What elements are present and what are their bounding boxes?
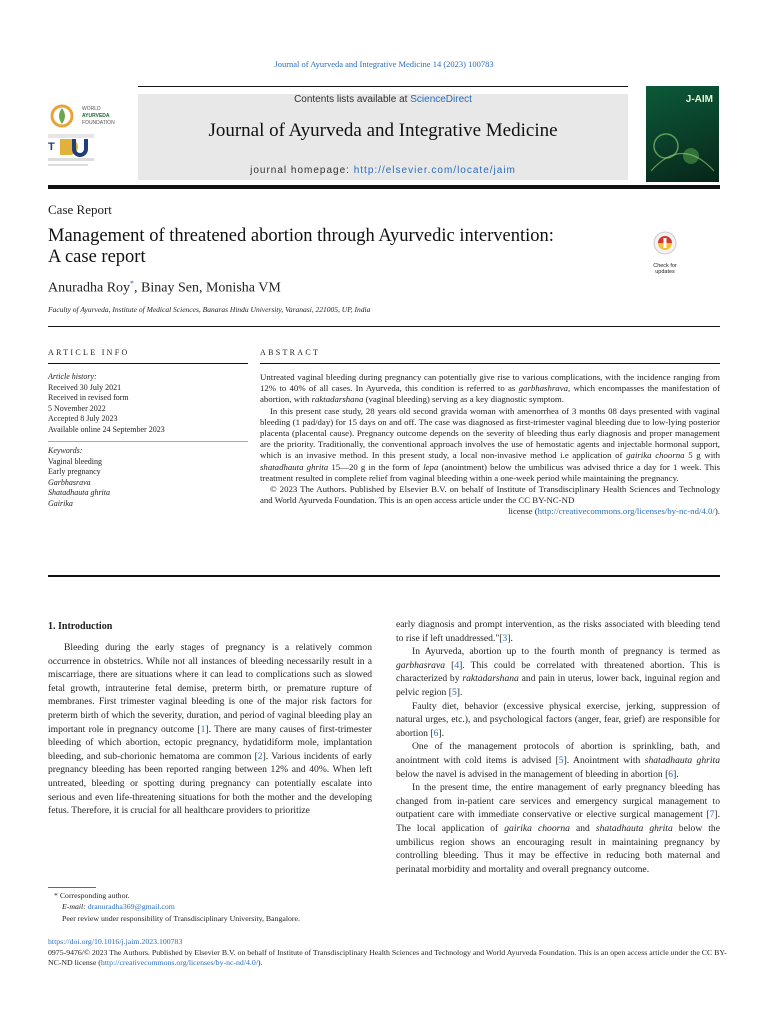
keyword: Shatadhauta ghrita	[48, 488, 111, 497]
keyword: Garbhasrava	[48, 477, 91, 487]
reference-link[interactable]: 5	[558, 754, 564, 766]
intro-right-column: early diagnosis and prompt intervention, as the risks associated with bleeding tend to rise if left unaddressed."[3]. In Ayurveda, abortion up to the fourth month of pregnancy is termed as garbhasrava [4]. This could be correlated with threatened abortion. This is characterized by raktadarshana and pain in uterus, lower back, inguinal region and pelvic region [5]. Faulty diet, behavior (excessive physical exercise, jerking, suppression of natural urges, etc.), and psychological factors (anger, fear, grief) are responsible for abortion [6]. One of the management protocols of abortion is sprinkling, bath, and anointment with cold items is advised [5]. Anointment with shatadhauta ghrita below the navel is advised in the management of bleeding in abortion [6]. In the present time, the entire management of early pregnancy bleeding has changed from in-patient care services and emergency surgical management to outpatient care with immediate conservative or elective surgical management [7]. The local application of gairika choorna and shatadhauta ghrita below the umbilicus region shows an encouraging result in maintaining pregnancy by controlling bleeding. Thus it may be effective in reducing both maternal and perinatal morbidity and mortality and overall pregnancy outcome.	[396, 619, 721, 875]
info-top-rule	[48, 326, 720, 327]
license-link[interactable]: http://creativecommons.org/licenses/by-nc-nd/4.0/	[537, 506, 715, 517]
abstract-bottom-rule	[48, 575, 720, 577]
keywords-divider	[48, 441, 248, 443]
peer-review-note: Peer review under responsibility of Transdisciplinary University, Bangalore.	[62, 914, 300, 923]
reference-link[interactable]: 5	[451, 686, 457, 698]
doi-link[interactable]: https://doi.org/10.1016/j.jaim.2023.100783	[48, 937, 183, 946]
publisher-logos	[48, 98, 128, 178]
reference-link[interactable]: 6	[668, 768, 674, 780]
journal-title: Journal of Ayurveda and Integrative Medicine	[208, 120, 558, 141]
article-title: Management of threatened abortion through Ayurvedic intervention: A case report	[48, 226, 554, 267]
journal-homepage: journal homepage: http://elsevier.com/locate/jaim	[250, 165, 516, 176]
svg-text:T: T	[48, 141, 55, 153]
journal-cover-image[interactable]	[646, 86, 719, 182]
header-bottom-rule	[48, 185, 720, 189]
article-info: Article history: Received 30 July 2021 Received in revised form 5 November 2022 Accepted 8 July 2023 Available online 24 September 2023 Keywords: Vaginal bleeding Early pregnancy Garbhasrava Shatadhauta ghrita Gairika	[48, 372, 248, 509]
intro-left-column: Bleeding during the early stages of pregnancy is a relatively common occurrence in obstetrics. While not all instances of bleeding necessarily result in a miscarriage, there are situations where it can lead to complications such as slowed fetal growth, intrauterine fetal demise, preterm birth, or premature rupture of membranes. First trimester vaginal bleeding is one of the major risk factors for preterm birth of which the severity, duration, and period of vaginal bleeding play an important role in pregnancy outcome [1]. There are many causes of first-trimester bleeding of which abortion, ectopic pregnancy, hydatidiform mole, implantation bleeding, and sub-chorionic hematoma are common [2]. Various incidents of early pregnancy bleeding has been reported ranging between 12% and 40%. When left untreated, bleeding or spotting during pregnancy can potentially escalate into serious and even life-threatening situations for both the mother and the developing fetus. Therefore, it is crucial for all healthcare providers to prioritize	[48, 642, 373, 817]
reference-link[interactable]: 6	[433, 727, 439, 739]
header-top-rule	[138, 86, 628, 87]
reference-link[interactable]: 3	[502, 632, 508, 644]
authors: Anuradha Roy*, Binay Sen, Monisha VM	[48, 279, 281, 296]
email-link[interactable]: dranuradha369@gmail.com	[87, 901, 175, 911]
sciencedirect-link[interactable]: ScienceDirect	[410, 94, 472, 105]
article-type: Case Report	[48, 202, 112, 217]
reference-link[interactable]: 7	[709, 809, 715, 821]
keyword: Vaginal bleeding	[48, 456, 102, 466]
reference-link[interactable]: 4	[454, 659, 460, 671]
cover-title: J-AIM	[685, 94, 713, 105]
footnote-rule	[48, 887, 96, 888]
corresponding-author-note: * Corresponding author.	[54, 891, 130, 900]
corresponding-mark[interactable]: *	[130, 279, 135, 288]
abstract-rule	[260, 363, 720, 364]
section-heading-introduction: 1. Introduction	[48, 621, 113, 632]
homepage-link[interactable]: http://elsevier.com/locate/jaim	[353, 165, 516, 176]
affiliation: Faculty of Ayurveda, Institute of Medical Sciences, Banaras Hindu University, Varanasi, 221005, UP, India	[48, 305, 371, 314]
footnotes: * Corresponding author. E-mail: dranuradha369@gmail.com Peer review under responsibility of Transdisciplinary University, Bangalore.	[48, 891, 388, 925]
article-info-rule	[48, 363, 248, 364]
check-updates-label: Check for updates	[653, 263, 677, 275]
keyword: Gairika	[48, 498, 73, 508]
keyword: Early pregnancy	[48, 467, 101, 476]
abstract-body: Untreated vaginal bleeding during pregnancy can potentially give rise to various complications, with the incidence ranging from 12% to 40% of all cases. In Ayurveda, this condition is referred to as garbhashrava, which encompasses the manifestation of abortion, with raktadarshana (vaginal bleeding) serving as a key diagnostic symptom. In this present case study, 28 years old second gravida woman with amenorrhea of 3 months 08 days presented with vaginal bleeding (1 pad/day) for 15 days on and off. The case was diagnosed as first-trimester vaginal bleeding due to low-lying posterior placenta (placental cause). Pregnancy outcome depends on the severity of bleeding thus early diagnosis and proper management are the priority. Traditionally, the conventional approach involves the use of hemostatic agents and injectable hormonal support, which is an invasive method. In this present study, a local non-invasive method i.e application of gairika choorna 5 g with shatadhauta ghrita 15—20 g in the form of lepa (anointment) below the umbilicus was advised thrice a day for 1 week. This treatment resulted in complete relief from vaginal bleeding within a one-week period while maintaining the pregnancy. © 2023 The Authors. Published by Elsevier B.V. on behalf of Institute of Transdisciplinary Health Sciences and Technology and World Ayurveda Foundation. This is an open access article under the CC BY-NC-ND license (http://creativecommons.org/licenses/by-nc-nd/4.0/).	[260, 372, 720, 517]
footer-license-link[interactable]: http://creativecommons.org/licenses/by-nc-nd/4.0/	[100, 958, 258, 967]
article-info-heading: ARTICLE INFO	[48, 348, 130, 357]
abstract-heading: ABSTRACT	[260, 348, 321, 357]
check-for-updates-badge[interactable]	[646, 230, 684, 275]
contents-line: Contents lists available at ScienceDirect	[294, 94, 472, 105]
page-footer: https://doi.org/10.1016/j.jaim.2023.100783 0975-9476/© 2023 The Authors. Published by Elsevier B.V. on behalf of Institute of Transdisciplinary Health Sciences and Technology and World Ayurveda Foundation. This is an open access article under the CC BY-NC-ND license (http://creativecommons.org/licenses/by-nc-nd/4.0/).	[48, 937, 727, 967]
reference-link[interactable]: 1	[200, 723, 206, 735]
foundation-logo-text: WORLD AYURVEDA FOUNDATION	[82, 106, 115, 126]
journal-reference[interactable]: Journal of Ayurveda and Integrative Medicine 14 (2023) 100783	[274, 59, 494, 69]
reference-link[interactable]: 2	[257, 750, 263, 762]
check-updates-icon	[646, 230, 684, 258]
